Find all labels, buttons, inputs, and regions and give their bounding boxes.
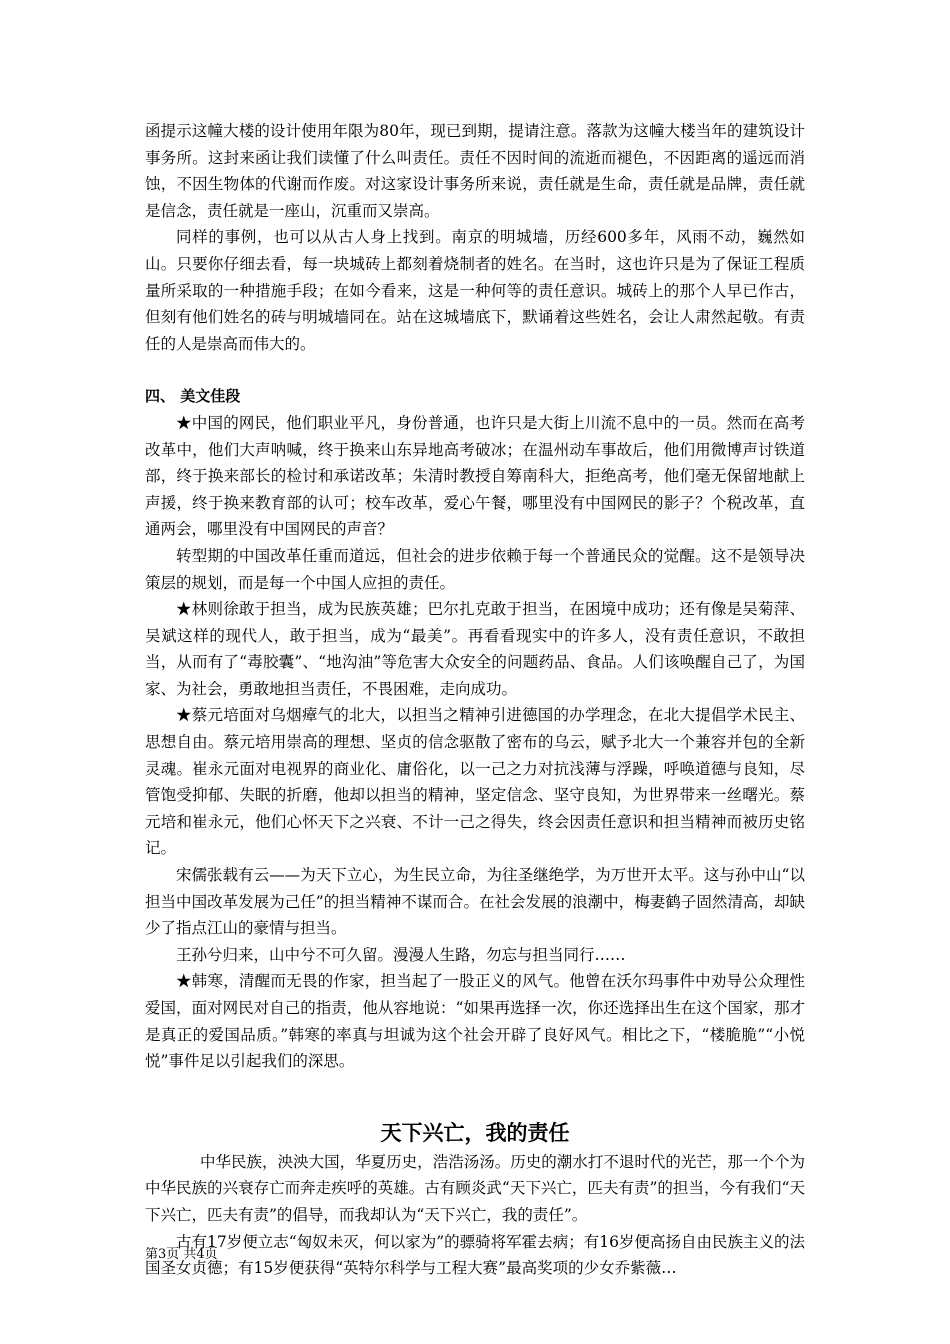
document-page: [145, 118, 805, 1282]
paragraph-han-han: ★韩寒，清醒而无畏的作家，担当起了一股正义的风气。他曾在沃尔玛事件中劝导公众理性爱国，面对网民对自己的指责，他从容地说：“如果再选择一次，你还选择出生在这个国家，那才是真正的爱国品质。”韩寒的率真与坦诚为这个社会开辟了良好风气。相比之下，“楼脆脆”“小悦悦”事件足以引起我们的深思。: [145, 972, 805, 1071]
paragraph-city-wall: 同样的事例，也可以从古人身上找到。南京的明城墙，历经600多年，风雨不动，巍然如山。只要你仔细去看，每一块城砖上都刻着烧制者的姓名。在当时，这也许只是为了保证工程质量所采取的一种措施手段；在如今看来，这是一种何等的责任意识。城砖上的那个人早已作古，但刻有他们姓名的砖与明城墙同在。站在这城墙底下，默诵着这些姓名，会让人肃然起敬。有责任的人是崇高而伟大的。: [145, 228, 805, 353]
paragraph-essay-intro: 中华民族，泱泱大国，华夏历史，浩浩汤汤。历史的潮水打不退时代的光芒，那一个个为中华民族的兴衰存亡而奔走疾呼的英雄。古有顾炎武“天下兴亡，匹夫有责”的担当，今有我们“天下兴亡，匹夫有责”的倡导，而我却认为“天下兴亡，我的责任”。: [145, 1152, 805, 1224]
paragraph-cai-yuanpei: ★蔡元培面对乌烟瘴气的北大，以担当之精神引进德国的办学理念，在北大提倡学术民主、思想自由。蔡元培用崇高的理想、坚贞的信念驱散了密布的乌云，赋予北大一个兼容并包的全新灵魂。崔永元面对电视界的商业化、庸俗化，以一己之力对抗浅薄与浮躁，呼唤道德与良知，尽管饱受抑郁、失眠的折磨，他却以担当的精神，坚定信念、坚守良知，为世界带来一丝曙光。蔡元培和崔永元，他们心怀天下之兴衰、不计一己之得失，终会因责任意识和担当精神而被历史铭记。: [145, 706, 805, 858]
paragraph-intro-letter: 函提示这幢大楼的设计使用年限为80年，现已到期，提请注意。落款为这幢大楼当年的建筑设计事务所。这封来函让我们读懂了什么叫责任。责任不因时间的流逝而褪色，不因距离的遥远而消蚀，不因生物体的代谢而作废。对这家设计事务所来说，责任就是生命，责任就是品牌，责任就是信念，责任就是一座山，沉重而又崇高。: [145, 122, 805, 220]
paragraph-essay-examples: 古有17岁便立志“匈奴未灭，何以家为”的骠骑将军霍去病；有16岁便高扬自由民族主义的法国圣女贞德；有15岁便获得“英特尔科学与工程大赛”最高奖项的少女乔紫薇…: [145, 1232, 805, 1278]
paragraph-netizens: ★中国的网民，他们职业平凡，身份普通，也许只是大街上川流不息中的一员。然而在高考改革中，他们大声呐喊，终于换来山东异地高考破冰；在温州动车事故后，他们用微博声讨铁道部，终于换来部长的检讨和承诺改革；朱清时教授自筹南科大，拒绝高考，他们毫无保留地献上声援，终于换来教育部的认可；校车改革，爱心午餐，哪里没有中国网民的影子？个税改革，直通两会，哪里没有中国网民的声音？: [145, 413, 805, 539]
paragraph-reform: 转型期的中国改革任重而道远，但社会的进步依赖于每一个普通民众的觉醒。这不是领导决策层的规划，而是每一个中国人应担的责任。: [145, 546, 805, 592]
paragraph-zhang-zai: 宋儒张载有云——为天下立心，为生民立命，为往圣继绝学，为万世开太平。这与孙中山“以担当中国改革发展为己任”的担当精神不谋而合。在社会发展的浪潮中，梅妻鹤子固然清高，却缺少了指点江山的豪情与担当。: [145, 866, 805, 938]
essay-title: 天下兴亡，我的责任: [380, 1120, 570, 1145]
page-footer: 第3页 共4页: [145, 1247, 218, 1262]
section-gap: [145, 357, 805, 383]
paragraph-wangsun: 王孙兮归来，山中兮不可久留。漫漫人生路，勿忘与担当同行……: [176, 945, 626, 964]
section-heading: 四、 美文佳段: [145, 387, 241, 406]
essay-gap: [145, 1075, 805, 1117]
paragraph-lin-zexu: ★林则徐敢于担当，成为民族英雄；巴尔扎克敢于担当，在困境中成功；还有像是吴菊萍、吴斌这样的现代人，敢于担当，成为“最美”。再看看现实中的许多人，没有责任意识，不敢担当，从而有了“毒胶囊”、“地沟油”等危害大众安全的问题药品、食品。人们该唤醒自己了，为国家、为社会，勇敢地担当责任，不畏困难，走向成功。: [145, 600, 805, 698]
